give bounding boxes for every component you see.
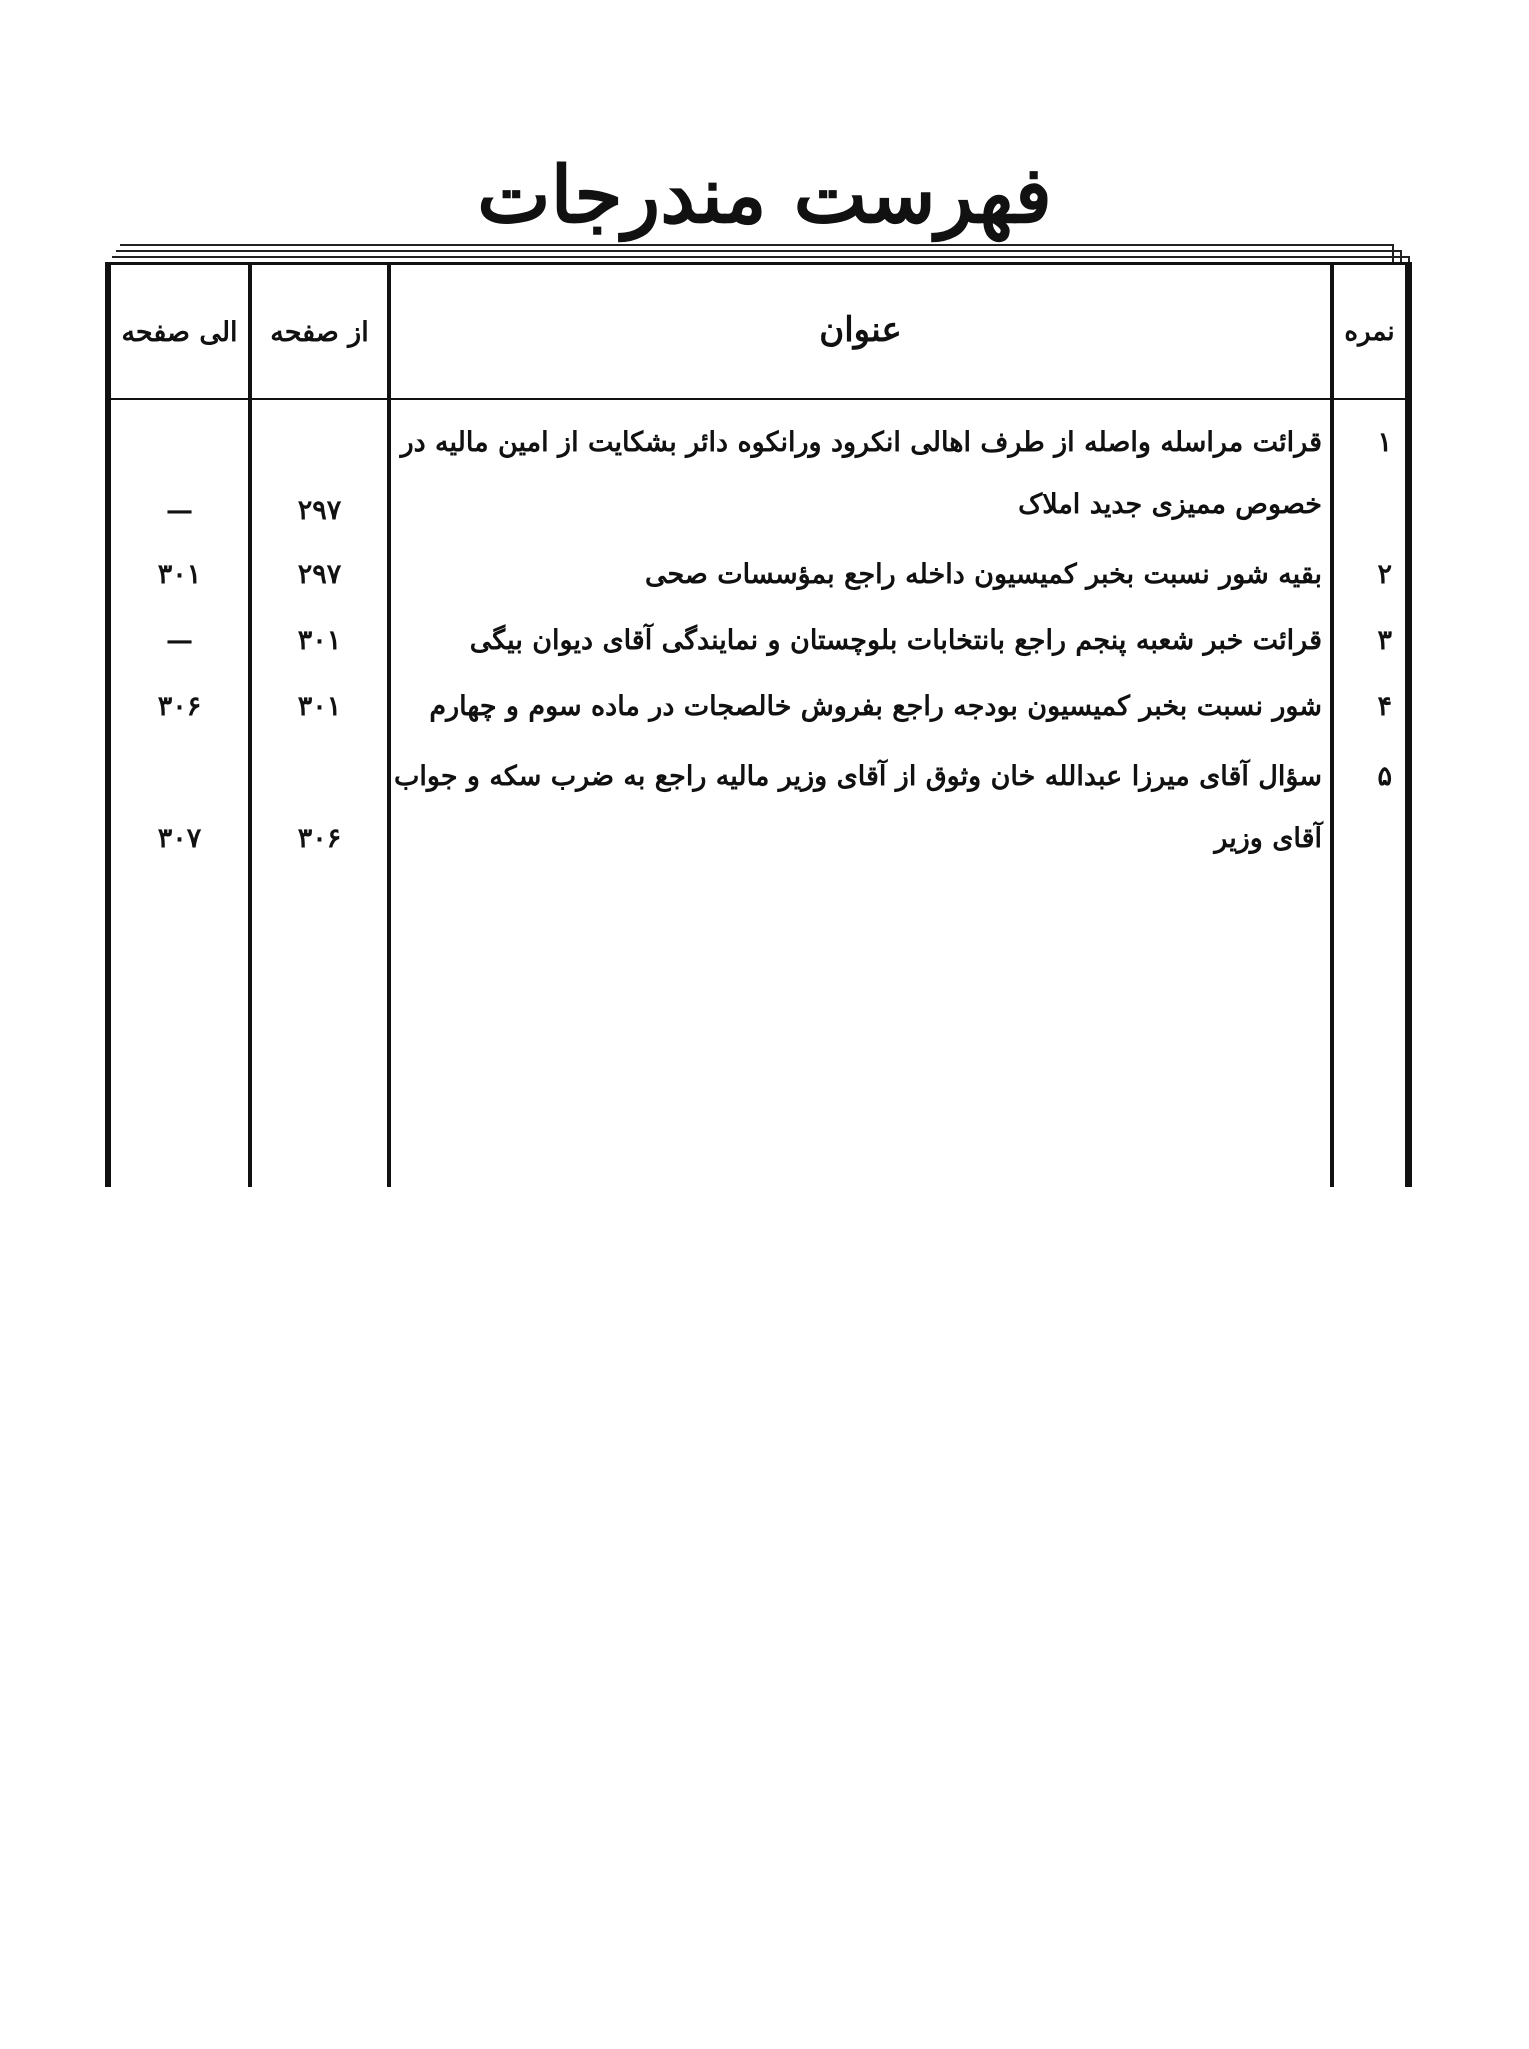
row-title — [400, 412, 1322, 536]
row-title — [400, 544, 1322, 606]
table-top-rule — [105, 262, 1412, 265]
row-from-page: ۳۰۱ — [297, 691, 342, 722]
row-title-line: قرائت مراسله واصله از طرف اهالی انکرود ورانکوه دائر بشکایت از امین مالیه در — [400, 427, 1322, 458]
column-rule — [1405, 262, 1412, 1187]
row-number: ۵ — [1377, 761, 1392, 792]
row-title-line: سؤال آقای میرزا عبدالله خان وثوق از آقای وزیر مالیه راجع به ضرب سکه و جواب — [393, 761, 1322, 792]
header-to-page: الی صفحه — [121, 317, 238, 348]
table-row — [105, 676, 1405, 738]
row-number: ۱ — [1377, 427, 1392, 458]
row-title — [400, 610, 1322, 672]
row-title — [393, 746, 1322, 870]
row-to-page: — — [166, 495, 193, 526]
row-to-page: ۳۰۱ — [157, 559, 202, 590]
row-to-page: ۳۰۷ — [157, 823, 202, 854]
header-title: عنوان — [819, 310, 902, 350]
toc-table — [105, 262, 1415, 1187]
row-number: ۳ — [1377, 625, 1392, 656]
table-row — [105, 412, 1405, 542]
row-from-page: ۲۹۷ — [297, 559, 342, 590]
header-from-page: از صفحه — [270, 317, 369, 348]
row-title-line: قرائت خبر شعبه پنجم راجع بانتخابات بلوچستان و نمایندگی آقای دیوان بیگی — [469, 625, 1322, 656]
table-row — [105, 544, 1405, 606]
row-title-line: بقیه شور نسبت بخبر کمیسیون داخله راجع بمؤسسات صحی — [645, 559, 1322, 590]
row-from-page: ۳۰۱ — [297, 625, 342, 656]
row-title — [400, 676, 1322, 738]
row-to-page: — — [166, 625, 193, 656]
page-title: فهرست مندرجات — [477, 150, 1052, 241]
header-rule — [105, 398, 1412, 400]
table-row — [105, 746, 1405, 870]
row-title-line: آقای وزیر — [1214, 823, 1322, 854]
row-to-page: ۳۰۶ — [157, 691, 202, 722]
row-from-page: ۳۰۶ — [297, 823, 342, 854]
header-number: نمره — [1344, 317, 1395, 347]
table-row — [105, 610, 1405, 672]
row-title-line: شور نسبت بخبر کمیسیون بودجه راجع بفروش خالصجات در ماده سوم و چهارم — [429, 691, 1322, 722]
row-title-line: خصوص ممیزی جدید املاک — [1018, 489, 1322, 520]
row-number: ۲ — [1377, 559, 1392, 590]
row-number: ۴ — [1377, 691, 1392, 722]
row-from-page: ۲۹۷ — [297, 495, 342, 526]
